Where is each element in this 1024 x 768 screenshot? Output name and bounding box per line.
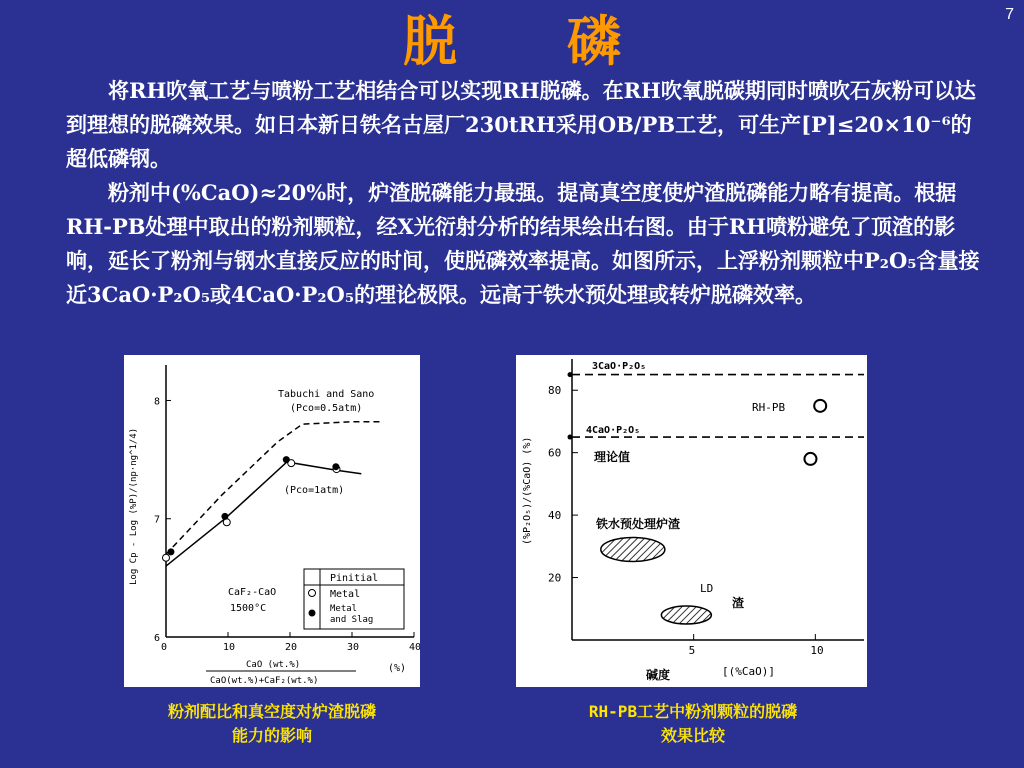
right-x-label: 碱度	[646, 668, 671, 682]
right-y-label: (%P₂O₅)/(%CaO) (%)	[522, 436, 533, 545]
annotation-pco-05: (Pco=0.5atm)	[290, 403, 363, 414]
annotation-temperature: 1500°C	[230, 603, 267, 614]
annotation-system: CaF₂-CaO	[228, 587, 277, 598]
label-hot-metal-slag: 铁水预处理炉渣	[596, 517, 681, 531]
label-ld: LD	[700, 582, 714, 595]
slide-title: 脱磷	[403, 9, 731, 73]
caption-left-line1: 粉剂配比和真空度对炉渣脱磷	[167, 702, 376, 721]
label-4cao-p2o5: 4CaO·P₂O₅	[586, 425, 641, 436]
reference-marker	[568, 435, 573, 440]
right-y-tick-label: 60	[548, 446, 562, 460]
metal-point	[223, 519, 230, 526]
left-y-ticks	[154, 396, 171, 644]
right-y-tick-label: 40	[548, 509, 562, 523]
left-y-tick-label: 8	[154, 396, 161, 408]
right-y-tick-label: 20	[548, 571, 562, 585]
label-ld-slag: 渣	[732, 596, 745, 610]
paragraph-2: 粉剂中(%CaO)≈20%时，炉渣脱磷能力最强。提高真空度使炉渣脱磷能力略有提高。根据RH-PB处理中取出的粉剂颗粒，经X光衍射分析的结果绘出右图。由于RH喷粉避免了顶渣的影响，延长了粉剂与钢水直接反应的时间，使脱磷效率提高。如图所示，上浮粉剂颗粒中P₂O₅含量接近3CaO·P₂O₅或4CaO·P₂O₅的理论极限。远高于铁水预处理或转炉脱磷效率。	[66, 180, 980, 307]
rh-pb-point	[804, 453, 816, 465]
left-y-tick-label: 7	[154, 514, 161, 526]
left-y-tick-label: 6	[154, 633, 161, 644]
right-x-ticks	[689, 634, 824, 657]
left-series-line	[166, 422, 383, 554]
metal-slag-point	[283, 456, 290, 463]
label-3cao-p2o5: 3CaO·P₂O₅	[592, 361, 647, 372]
right-y-ticks	[548, 384, 578, 584]
legend-metal: Metal	[330, 589, 361, 600]
left-x-tick-label: 0	[161, 642, 168, 653]
figure-right	[516, 355, 867, 687]
right-y-tick-label: 80	[548, 384, 562, 398]
label-rh-pb: RH-PB	[752, 401, 786, 414]
left-series-group	[166, 422, 383, 566]
right-x-tick-label: 5	[688, 644, 696, 657]
reference-marker	[568, 372, 573, 377]
caption-right	[510, 700, 876, 748]
caption-left-line2: 能力的影响	[231, 726, 312, 745]
paragraph-1: 将RH吹氧工艺与喷粉工艺相结合可以实现RH脱磷。在RH吹氧脱碳期同时喷吹石灰粉可以达到理想的脱磷效果。如日本新日铁名古屋厂230tRH采用OB/PB工艺，可生产[P]≤20×10⁻⁶的超低磷钢。	[66, 78, 976, 171]
legend-metal-slag-1: Metal	[330, 604, 358, 614]
body-text	[66, 74, 986, 312]
right-x-unit: [(%CaO)]	[722, 665, 775, 678]
legend-metal-marker	[309, 590, 316, 597]
annotation-tabuchi: Tabuchi and Sano	[278, 389, 375, 400]
caption-right-line2: 效果比较	[660, 726, 725, 745]
left-x-unit: (%)	[388, 663, 407, 674]
left-x-tick-label: 40	[409, 642, 420, 653]
left-x-tick-label: 10	[223, 642, 236, 653]
left-x-label-denominator: CaO(wt.%)+CaF₂(wt.%)	[210, 676, 319, 686]
slag-region	[661, 606, 711, 624]
left-chart-svg	[124, 355, 420, 687]
left-series-line	[166, 462, 361, 566]
left-x-tick-label: 20	[285, 642, 298, 653]
metal-point	[163, 554, 170, 561]
slag-region	[601, 537, 665, 561]
legend-metal-slag-2: and Slag	[330, 615, 374, 625]
right-regions-group	[601, 537, 712, 624]
left-points-group	[163, 456, 341, 561]
caption-left	[104, 700, 440, 748]
legend-initial: Pinitial	[330, 573, 379, 584]
figure-left	[124, 355, 420, 687]
rh-pb-point	[814, 400, 826, 412]
metal-slag-point	[167, 548, 174, 555]
label-theory-value: 理论值	[594, 450, 631, 464]
metal-slag-point	[221, 513, 228, 520]
metal-slag-point	[332, 463, 339, 470]
left-x-tick-label: 30	[347, 642, 360, 653]
left-y-label: Log Cp - Log (%P)/(np·ng^1/4)	[129, 427, 139, 585]
caption-right-line1: RH-PB工艺中粉剂颗粒的脱磷	[588, 702, 798, 721]
left-x-label-numerator: CaO (wt.%)	[246, 660, 301, 670]
right-x-tick-label: 10	[810, 644, 824, 657]
page-number: 7	[1005, 6, 1014, 23]
right-points-group	[804, 400, 826, 465]
right-chart-svg	[516, 355, 867, 687]
annotation-pco-1: (Pco=1atm)	[284, 485, 345, 496]
legend-metal-slag-marker	[309, 610, 316, 617]
left-x-ticks	[161, 632, 420, 653]
